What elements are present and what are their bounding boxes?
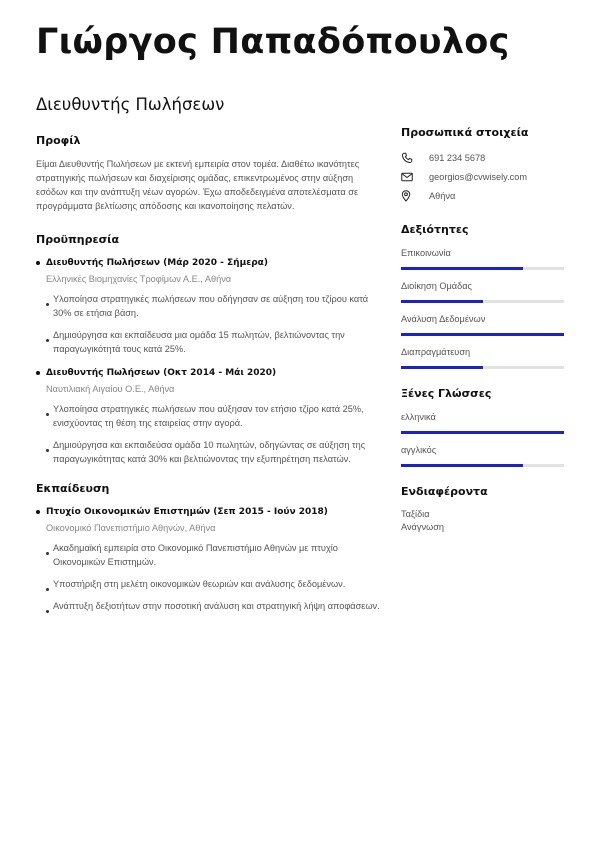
education-heading: Εκπαίδευση (36, 482, 110, 495)
experience-entry (36, 366, 381, 466)
skill-level-bar (401, 300, 564, 303)
skill-item (401, 246, 566, 270)
phone-icon (401, 151, 419, 165)
skill-name: Διαπραγμάτευση (401, 347, 471, 357)
location-row (401, 187, 566, 205)
skill-name: Ανάλυση Δεδομένων (401, 314, 486, 324)
languages-section (401, 387, 566, 467)
bullet-text: Δημιούργησα και εκπαίδευσα μια ομάδα 15 πωλητών, βελτιώνοντας την παραγωγικότητά τους κατά 25%. (53, 330, 345, 354)
skill-level-fill (401, 366, 483, 369)
language-item (401, 443, 566, 467)
skills-section (401, 223, 566, 369)
experience-company: Ναυτιλιακή Αιγαίου Ο.Ε., Αθήνα (46, 384, 175, 394)
experience-title (36, 366, 381, 380)
interest-item: Ταξίδια (401, 509, 430, 519)
skill-item (401, 345, 566, 369)
bullet-dot (46, 303, 49, 306)
bullet-text: Δημιούργησα και εκπαιδεύσα ομάδα 10 πωλητών, οδηγώντας σε αύξηση της παραγωγικότητας κατά 30% και βελτιώνοντας την εξυπηρέτηση πελατών. (53, 440, 366, 464)
bullet-text: Ακαδημαϊκή εμπειρία στο Οικονομικό Πανεπιστήμιο Αθηνών με πτυχίο Οικονομικών Επιστημών. (53, 543, 338, 567)
location-pin-icon (401, 189, 419, 203)
email-row (401, 168, 566, 186)
email-text: georgios@cvwisely.com (429, 172, 527, 182)
language-level-fill (401, 431, 564, 434)
personal-section (401, 126, 566, 205)
experience-title-text: Διευθυντής Πωλήσεων (Μάρ 2020 - Σήμερα) (46, 258, 268, 268)
phone-text: 691 234 5678 (429, 153, 486, 163)
bullet-dot (46, 588, 49, 591)
languages-heading: Ξένες Γλώσσες (401, 387, 492, 400)
bullet-dot (46, 449, 49, 452)
skill-level-fill (401, 300, 483, 303)
skill-level-bar (401, 267, 564, 270)
bullet-dot (36, 510, 40, 514)
skill-item (401, 312, 566, 336)
education-entry (36, 505, 381, 613)
list-item (36, 541, 381, 569)
bullet-dot (36, 371, 40, 375)
experience-section (36, 233, 381, 466)
list-item (36, 599, 381, 613)
skill-item (401, 279, 566, 303)
education-title-text: Πτυχίο Οικονομικών Επιστημών (Σεπ 2015 - Ιούν 2018) (46, 507, 328, 517)
bullet-text: Ανάπτυξη δεξιοτήτων στην ποσοτική ανάλυση και στρατηγική λήψη αποφάσεων. (53, 601, 380, 611)
education-section (36, 482, 381, 613)
experience-bullets (36, 292, 381, 356)
candidate-name: Γιώργος Παπαδόπουλος (36, 22, 510, 62)
bullet-dot (46, 339, 49, 342)
language-name: ελληνικά (401, 412, 436, 422)
skill-level-fill (401, 267, 523, 270)
skill-level-bar (401, 366, 564, 369)
email-icon (401, 170, 419, 184)
bullet-text: Υλοποίησα στρατηγικές πωλήσεων που οδήγησαν σε αύξηση του τζίρου κατά 30% σε ετήσια βάση. (53, 294, 369, 318)
main-column (36, 134, 381, 629)
profile-section (36, 134, 381, 213)
education-title (36, 505, 381, 519)
bullet-text: Υποστήριξη στη μελέτη οικονομικών θεωριών και ανάλυσης δεδομένων. (53, 579, 346, 589)
education-school: Οικονομικό Πανεπιστήμιο Αθηνών, Αθήνα (46, 523, 216, 533)
experience-title (36, 256, 381, 270)
language-level-fill (401, 464, 523, 467)
interests-heading: Ενδιαφέροντα (401, 485, 488, 498)
interest-item: Ανάγνωση (401, 522, 445, 532)
skills-heading: Δεξιότητες (401, 223, 469, 236)
experience-bullets (36, 402, 381, 466)
list-item (36, 328, 381, 356)
skill-name: Διοίκηση Ομάδας (401, 281, 472, 291)
interests-section (401, 485, 566, 534)
bullet-dot (46, 610, 49, 613)
bullet-dot (46, 552, 49, 555)
list-item (36, 292, 381, 320)
experience-title-text: Διευθυντής Πωλήσεων (Οκτ 2014 - Μάι 2020) (46, 368, 277, 378)
skill-level-fill (401, 333, 564, 336)
experience-entry (36, 256, 381, 356)
experience-heading: Προϋπηρεσία (36, 233, 120, 246)
location-text: Αθήνα (429, 191, 456, 201)
skill-name: Επικοινωνία (401, 248, 451, 258)
language-level-bar (401, 431, 564, 434)
profile-heading: Προφίλ (36, 134, 81, 147)
skill-level-bar (401, 333, 564, 336)
profile-text: Είμαι Διευθυντής Πωλήσεων με εκτενή εμπειρία στον τομέα. Διαθέτω ικανότητες στρατηγικής πωλήσεων και διαχείρισης ομάδας, επικεντρωμένος στην αύξηση εσόδων και την ανάπτυξη νέων αγορών. Έχω αποδεδειγμένα αποτελέσματα σε προγράμματα βελτίωσης απόδοσης και ικανοποίησης πελατών. (36, 159, 360, 211)
personal-heading: Προσωπικά στοιχεία (401, 126, 529, 139)
language-name: αγγλικός (401, 445, 437, 455)
bullet-dot (36, 261, 40, 265)
bullet-dot (46, 413, 49, 416)
language-level-bar (401, 464, 564, 467)
phone-row (401, 149, 566, 167)
job-title: Διευθυντής Πωλήσεων (36, 95, 225, 114)
list-item (36, 402, 381, 430)
bullet-text: Υλοποίησα στρατηγικές πωλήσεων που αύξησαν τον ετήσιο τζίρο κατά 25%, ενισχύοντας τη θέση της εταιρείας στην αγορά. (53, 404, 364, 428)
education-bullets (36, 541, 381, 613)
list-item (36, 577, 381, 591)
language-item (401, 410, 566, 434)
experience-company: Ελληνικές Βιομηχανίες Τροφίμων Α.Ε., Αθήνα (46, 274, 232, 284)
sidebar-column (401, 126, 566, 552)
list-item (36, 438, 381, 466)
